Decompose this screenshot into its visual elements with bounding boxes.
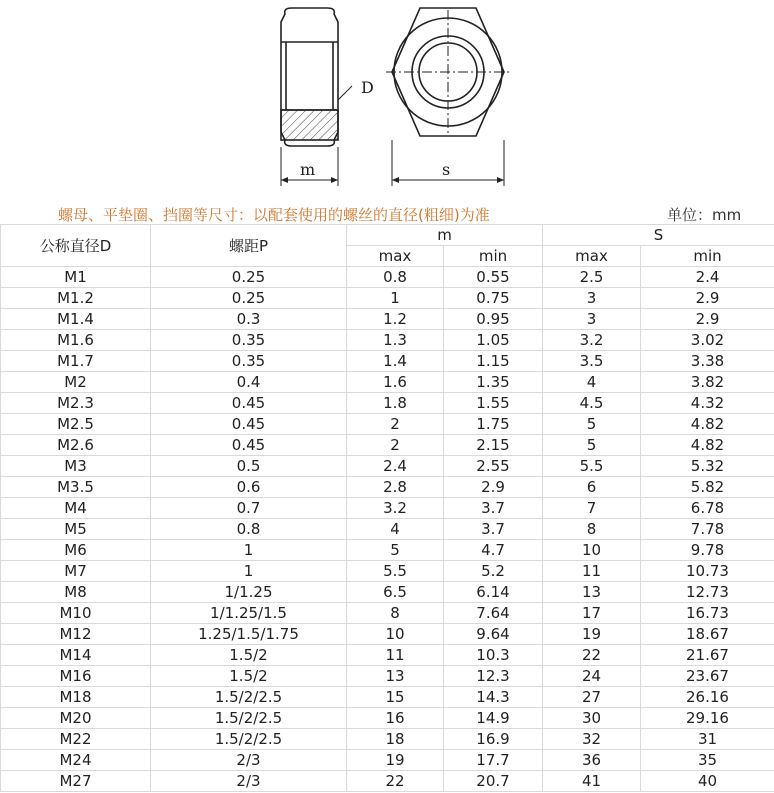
cell-diameter: M4 bbox=[1, 498, 151, 519]
cell-m-max: 6.5 bbox=[347, 582, 444, 603]
cell-m-min: 2.55 bbox=[444, 456, 543, 477]
cell-m-min: 0.75 bbox=[444, 288, 543, 309]
cell-m-max: 1 bbox=[347, 288, 444, 309]
cell-s-max: 24 bbox=[543, 666, 641, 687]
table-row bbox=[1, 666, 774, 687]
cell-s-max: 41 bbox=[543, 771, 641, 792]
cell-pitch: 1.25/1.5/1.75 bbox=[151, 624, 347, 645]
cell-diameter: M1.6 bbox=[1, 330, 151, 351]
table-row bbox=[1, 477, 774, 498]
cell-m-max: 15 bbox=[347, 687, 444, 708]
cell-pitch: 1/1.25 bbox=[151, 582, 347, 603]
cell-pitch: 0.7 bbox=[151, 498, 347, 519]
cell-pitch: 1/1.25/1.5 bbox=[151, 603, 347, 624]
cell-diameter: M16 bbox=[1, 666, 151, 687]
label-d: D bbox=[361, 78, 374, 97]
table-row bbox=[1, 624, 774, 645]
cell-m-min: 5.2 bbox=[444, 561, 543, 582]
header-s-max: max bbox=[543, 246, 641, 267]
cell-s-min: 2.9 bbox=[641, 309, 774, 330]
cell-m-max: 1.4 bbox=[347, 351, 444, 372]
cell-diameter: M12 bbox=[1, 624, 151, 645]
cell-diameter: M20 bbox=[1, 708, 151, 729]
cell-s-max: 5.5 bbox=[543, 456, 641, 477]
cell-diameter: M1.2 bbox=[1, 288, 151, 309]
cell-m-min: 16.9 bbox=[444, 729, 543, 750]
cell-pitch: 0.5 bbox=[151, 456, 347, 477]
cell-s-max: 6 bbox=[543, 477, 641, 498]
nut-spec-table bbox=[0, 224, 774, 792]
table-row bbox=[1, 372, 774, 393]
cell-m-max: 2 bbox=[347, 414, 444, 435]
size-note: 螺母、平垫圈、挡圈等尺寸：以配套使用的螺丝的直径(粗细)为准 bbox=[58, 206, 490, 224]
cell-s-max: 13 bbox=[543, 582, 641, 603]
cell-m-min: 1.35 bbox=[444, 372, 543, 393]
cell-pitch: 1 bbox=[151, 540, 347, 561]
table-row bbox=[1, 540, 774, 561]
cell-s-min: 7.78 bbox=[641, 519, 774, 540]
cell-m-min: 7.64 bbox=[444, 603, 543, 624]
cell-s-max: 4 bbox=[543, 372, 641, 393]
table-row bbox=[1, 267, 774, 288]
hex-nut-drawing bbox=[0, 0, 774, 200]
cell-s-min: 2.9 bbox=[641, 288, 774, 309]
cell-m-min: 10.3 bbox=[444, 645, 543, 666]
cell-s-max: 30 bbox=[543, 708, 641, 729]
cell-pitch: 1.5/2/2.5 bbox=[151, 708, 347, 729]
cell-m-min: 0.55 bbox=[444, 267, 543, 288]
cell-m-min: 2.15 bbox=[444, 435, 543, 456]
cell-pitch: 1.5/2 bbox=[151, 666, 347, 687]
cell-m-max: 1.3 bbox=[347, 330, 444, 351]
cell-diameter: M2.3 bbox=[1, 393, 151, 414]
cell-diameter: M22 bbox=[1, 729, 151, 750]
cell-m-min: 1.15 bbox=[444, 351, 543, 372]
cell-s-max: 5 bbox=[543, 435, 641, 456]
cell-s-min: 5.32 bbox=[641, 456, 774, 477]
cell-pitch: 0.3 bbox=[151, 309, 347, 330]
table-row bbox=[1, 582, 774, 603]
cell-s-min: 2.4 bbox=[641, 267, 774, 288]
table-row bbox=[1, 330, 774, 351]
cell-s-min: 3.02 bbox=[641, 330, 774, 351]
cell-m-max: 5.5 bbox=[347, 561, 444, 582]
cell-m-min: 20.7 bbox=[444, 771, 543, 792]
table-row bbox=[1, 393, 774, 414]
table-row bbox=[1, 456, 774, 477]
cell-s-min: 6.78 bbox=[641, 498, 774, 519]
cell-m-max: 0.8 bbox=[347, 267, 444, 288]
table-row bbox=[1, 351, 774, 372]
cell-s-min: 4.82 bbox=[641, 435, 774, 456]
cell-s-min: 12.73 bbox=[641, 582, 774, 603]
cell-m-max: 5 bbox=[347, 540, 444, 561]
cell-pitch: 1.5/2/2.5 bbox=[151, 729, 347, 750]
cell-s-max: 10 bbox=[543, 540, 641, 561]
cell-s-max: 27 bbox=[543, 687, 641, 708]
header-pitch: 螺距P bbox=[151, 225, 347, 267]
cell-s-min: 9.78 bbox=[641, 540, 774, 561]
cell-pitch: 2/3 bbox=[151, 750, 347, 771]
cell-s-min: 35 bbox=[641, 750, 774, 771]
cell-s-min: 3.38 bbox=[641, 351, 774, 372]
cell-diameter: M2 bbox=[1, 372, 151, 393]
cell-m-max: 22 bbox=[347, 771, 444, 792]
table-row bbox=[1, 771, 774, 792]
cell-s-max: 2.5 bbox=[543, 267, 641, 288]
table-row bbox=[1, 750, 774, 771]
cell-diameter: M8 bbox=[1, 582, 151, 603]
cell-s-min: 10.73 bbox=[641, 561, 774, 582]
cell-m-max: 1.2 bbox=[347, 309, 444, 330]
cell-m-min: 0.95 bbox=[444, 309, 543, 330]
unit-label: 单位：mm bbox=[667, 206, 742, 224]
cell-m-min: 4.7 bbox=[444, 540, 543, 561]
table-row bbox=[1, 288, 774, 309]
header-diameter: 公称直径D bbox=[1, 225, 151, 267]
cell-m-max: 16 bbox=[347, 708, 444, 729]
cell-diameter: M2.5 bbox=[1, 414, 151, 435]
header-s: S bbox=[543, 225, 774, 246]
cell-m-min: 14.9 bbox=[444, 708, 543, 729]
cell-pitch: 0.6 bbox=[151, 477, 347, 498]
cell-m-max: 2 bbox=[347, 435, 444, 456]
cell-s-max: 3.2 bbox=[543, 330, 641, 351]
cell-pitch: 1 bbox=[151, 561, 347, 582]
cell-m-max: 2.4 bbox=[347, 456, 444, 477]
table-row bbox=[1, 414, 774, 435]
cell-diameter: M14 bbox=[1, 645, 151, 666]
cell-diameter: M24 bbox=[1, 750, 151, 771]
cell-m-min: 2.9 bbox=[444, 477, 543, 498]
cell-pitch: 2/3 bbox=[151, 771, 347, 792]
table-row bbox=[1, 561, 774, 582]
cell-s-max: 4.5 bbox=[543, 393, 641, 414]
cell-diameter: M3 bbox=[1, 456, 151, 477]
table-row bbox=[1, 729, 774, 750]
cell-m-min: 1.55 bbox=[444, 393, 543, 414]
cell-m-min: 3.7 bbox=[444, 519, 543, 540]
cell-m-min: 6.14 bbox=[444, 582, 543, 603]
cell-s-min: 5.82 bbox=[641, 477, 774, 498]
cell-m-max: 2.8 bbox=[347, 477, 444, 498]
table-row bbox=[1, 519, 774, 540]
cell-diameter: M2.6 bbox=[1, 435, 151, 456]
cell-pitch: 0.45 bbox=[151, 435, 347, 456]
cell-pitch: 0.35 bbox=[151, 351, 347, 372]
cell-m-max: 1.8 bbox=[347, 393, 444, 414]
cell-s-max: 36 bbox=[543, 750, 641, 771]
cell-pitch: 0.45 bbox=[151, 414, 347, 435]
cell-diameter: M10 bbox=[1, 603, 151, 624]
cell-m-min: 9.64 bbox=[444, 624, 543, 645]
cell-pitch: 1.5/2/2.5 bbox=[151, 687, 347, 708]
cell-s-min: 4.82 bbox=[641, 414, 774, 435]
cell-m-max: 10 bbox=[347, 624, 444, 645]
table-row bbox=[1, 708, 774, 729]
header-m-min: min bbox=[444, 246, 543, 267]
cell-s-max: 17 bbox=[543, 603, 641, 624]
cell-s-min: 40 bbox=[641, 771, 774, 792]
header-s-min: min bbox=[641, 246, 774, 267]
table-row bbox=[1, 645, 774, 666]
cell-diameter: M5 bbox=[1, 519, 151, 540]
cell-pitch: 0.25 bbox=[151, 288, 347, 309]
cell-diameter: M18 bbox=[1, 687, 151, 708]
table-row bbox=[1, 309, 774, 330]
cell-pitch: 0.25 bbox=[151, 267, 347, 288]
cell-s-max: 22 bbox=[543, 645, 641, 666]
cell-m-max: 13 bbox=[347, 666, 444, 687]
cell-s-max: 7 bbox=[543, 498, 641, 519]
cell-s-min: 29.16 bbox=[641, 708, 774, 729]
table-row bbox=[1, 603, 774, 624]
cell-m-max: 3.2 bbox=[347, 498, 444, 519]
label-s: s bbox=[442, 160, 451, 179]
cell-s-min: 18.67 bbox=[641, 624, 774, 645]
table-row bbox=[1, 498, 774, 519]
cell-s-max: 3 bbox=[543, 309, 641, 330]
cell-diameter: M7 bbox=[1, 561, 151, 582]
cell-m-max: 1.6 bbox=[347, 372, 444, 393]
cell-diameter: M3.5 bbox=[1, 477, 151, 498]
cell-s-max: 5 bbox=[543, 414, 641, 435]
cell-s-min: 3.82 bbox=[641, 372, 774, 393]
cell-m-max: 4 bbox=[347, 519, 444, 540]
cell-s-max: 11 bbox=[543, 561, 641, 582]
cell-pitch: 0.8 bbox=[151, 519, 347, 540]
side-view bbox=[281, 8, 352, 186]
header-m-max: max bbox=[347, 246, 444, 267]
cell-m-min: 12.3 bbox=[444, 666, 543, 687]
table-row bbox=[1, 687, 774, 708]
cell-diameter: M6 bbox=[1, 540, 151, 561]
cell-s-max: 3 bbox=[543, 288, 641, 309]
cell-s-min: 26.16 bbox=[641, 687, 774, 708]
cell-s-min: 4.32 bbox=[641, 393, 774, 414]
label-m: m bbox=[300, 160, 316, 179]
cell-m-max: 19 bbox=[347, 750, 444, 771]
header-m: m bbox=[347, 225, 543, 246]
cell-m-max: 8 bbox=[347, 603, 444, 624]
cell-m-min: 3.7 bbox=[444, 498, 543, 519]
cell-s-max: 32 bbox=[543, 729, 641, 750]
cell-m-min: 1.75 bbox=[444, 414, 543, 435]
cell-s-min: 23.67 bbox=[641, 666, 774, 687]
cell-diameter: M1.7 bbox=[1, 351, 151, 372]
cell-s-min: 16.73 bbox=[641, 603, 774, 624]
cell-s-min: 21.67 bbox=[641, 645, 774, 666]
cell-s-max: 3.5 bbox=[543, 351, 641, 372]
cell-s-max: 19 bbox=[543, 624, 641, 645]
cell-diameter: M27 bbox=[1, 771, 151, 792]
table-row bbox=[1, 435, 774, 456]
cell-m-max: 18 bbox=[347, 729, 444, 750]
cell-diameter: M1.4 bbox=[1, 309, 151, 330]
cell-pitch: 0.45 bbox=[151, 393, 347, 414]
cell-s-max: 8 bbox=[543, 519, 641, 540]
table-body bbox=[1, 267, 774, 792]
cell-m-min: 14.3 bbox=[444, 687, 543, 708]
cell-pitch: 0.4 bbox=[151, 372, 347, 393]
cell-pitch: 0.35 bbox=[151, 330, 347, 351]
cell-pitch: 1.5/2 bbox=[151, 645, 347, 666]
cell-m-max: 11 bbox=[347, 645, 444, 666]
cell-m-min: 1.05 bbox=[444, 330, 543, 351]
cell-m-min: 17.7 bbox=[444, 750, 543, 771]
cell-diameter: M1 bbox=[1, 267, 151, 288]
cell-s-min: 31 bbox=[641, 729, 774, 750]
